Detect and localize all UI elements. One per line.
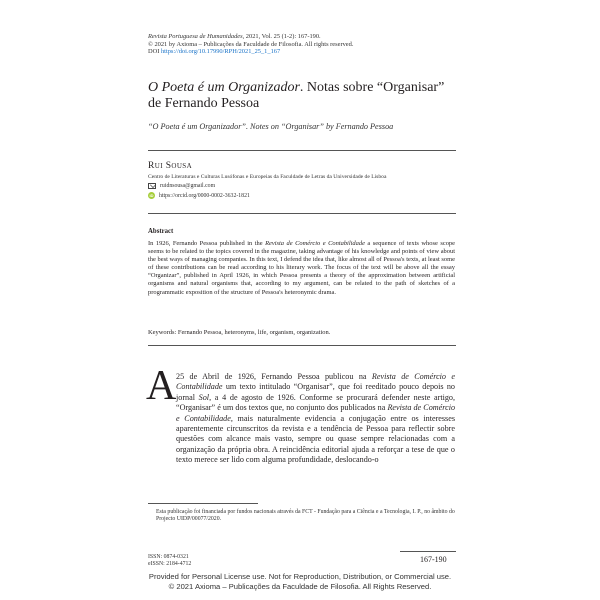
article-title-rest: . Notas sobre “Organisar” de Fernando Pessoa xyxy=(148,80,445,111)
orcid-row xyxy=(148,192,250,199)
page-range: 167-190 xyxy=(420,555,447,564)
page-range-divider xyxy=(400,551,456,552)
author-affiliation: Centro de Literaturas e Culturas Lusófonas e Europeias da Faculdade de Letras da Universidade de Lisboa xyxy=(148,174,387,180)
envelope-icon xyxy=(148,183,156,189)
footnote: Esta publicação foi financiada por fundos nacionais através da FCT - Fundação para a Ciência e a Tecnologia, I. P., no âmbito do Projecto UIDP/00077/2020. xyxy=(156,509,455,523)
keywords: Keywords: Fernando Pessoa, heteronyms, life, organism, organization. xyxy=(148,329,331,336)
abstract-text-italic: Revista de Comércio e Contabilidade xyxy=(265,240,365,247)
abstract-divider xyxy=(148,213,456,214)
citation-line xyxy=(148,33,448,41)
eissn: eISSN: 2184-4712 xyxy=(148,561,192,567)
body-text-3: , a 4 de agosto de 1926. Conforme se procurará defender neste artigo, “Organisar” é um dos textos que, no conjunto dos publicados na xyxy=(176,392,456,413)
copyright-line: © 2021 by Axioma – Publicações da Faculdade de Filosofia. All rights reserved. xyxy=(148,40,354,48)
body-text-2: um texto intitulado “Organisar”, que foi reeditado pouco depois no jornal xyxy=(176,382,455,402)
body-text xyxy=(148,372,455,466)
doi-label: DOI xyxy=(148,48,160,56)
body-italic-1: Revista de Comércio e Contabilidade xyxy=(176,372,455,392)
email-row xyxy=(148,183,215,189)
footnote-divider xyxy=(148,503,258,504)
orcid-icon: iD xyxy=(149,193,154,198)
license-line-2: © 2021 Axioma – Publicações da Faculdade de Filosofia. All Rights Reserved. xyxy=(168,582,432,591)
author-orcid[interactable]: https://orcid.org/0000-0002-3632-1821 xyxy=(159,192,250,199)
body-text-4: , mais naturalmente evidencia a conjugação entre os interesses aparentemente circunscritos da revista e a tendência de Pessoa para reflectir sobre questões com alcance mais vasto, sempre ou quase sempre relacionadas com a organização da própria obra. A reincidência editorial ajuda a reforçar a tese de que o texto merece ser lido com alguma profundidade, deslocando-o xyxy=(176,413,455,465)
body-italic-3: Revista de Comércio e Contabilidade xyxy=(176,403,456,423)
article-title-italic: O Poeta é um Organizador xyxy=(148,80,300,95)
drop-cap: A xyxy=(146,363,177,409)
abstract-heading: Abstract xyxy=(148,228,174,235)
issn: ISSN: 0874-0321 xyxy=(148,554,189,560)
body-text-1: 25 de Abril de 1926, Fernando Pessoa publicou na xyxy=(176,372,372,381)
doi-link[interactable]: https://doi.org/10.17990/RPH/2021_25_1_167 xyxy=(160,48,281,56)
title-divider xyxy=(148,150,456,151)
abstract-text-2: a sequence of texts whose scope seems to be related to the topics covered in the magazine, taking advantage of his knowledge and points of view about the best ways of managing companies. In this text, I defend the idea that, like almost all of Pessoa's texts, at least some of these contributions can be read according to his literary work. The focus of the text will be above all the essay “Organizar”, published in April 1926, in which Pessoa presents a theory of the approximation between artificial organisms and natural organisms that, according to my argument, can be related to the path of sketches of a programmatic exposition of the structure of Pessoa's heteronymic drama. xyxy=(148,240,455,296)
keywords-divider xyxy=(148,345,456,346)
author-name: Rui Sousa xyxy=(148,161,193,171)
abstract-text-1: In 1926, Fernando Pessoa published in the xyxy=(148,240,266,247)
license-line-1: Provided for Personal License use. Not for Reproduction, Distribution, or Commercial use. xyxy=(148,572,452,581)
body-first-run xyxy=(148,372,455,466)
header-meta xyxy=(148,33,448,56)
journal-name: Revista Portuguesa de Humanidades xyxy=(148,33,243,40)
article-title xyxy=(148,80,458,112)
abstract-body xyxy=(148,240,455,297)
article-subtitle: “O Poeta é um Organizador”. Notes on “Organisar” by Fernando Pessoa xyxy=(148,122,394,131)
author-email[interactable]: ruidnsousa@gmail.com xyxy=(160,183,216,189)
doi-line xyxy=(148,48,448,56)
body-italic-2: Sol xyxy=(198,392,210,402)
citation-details: , 2021, Vol. 25 (1-2): 167-190. xyxy=(242,33,321,40)
issn-block xyxy=(148,554,191,568)
